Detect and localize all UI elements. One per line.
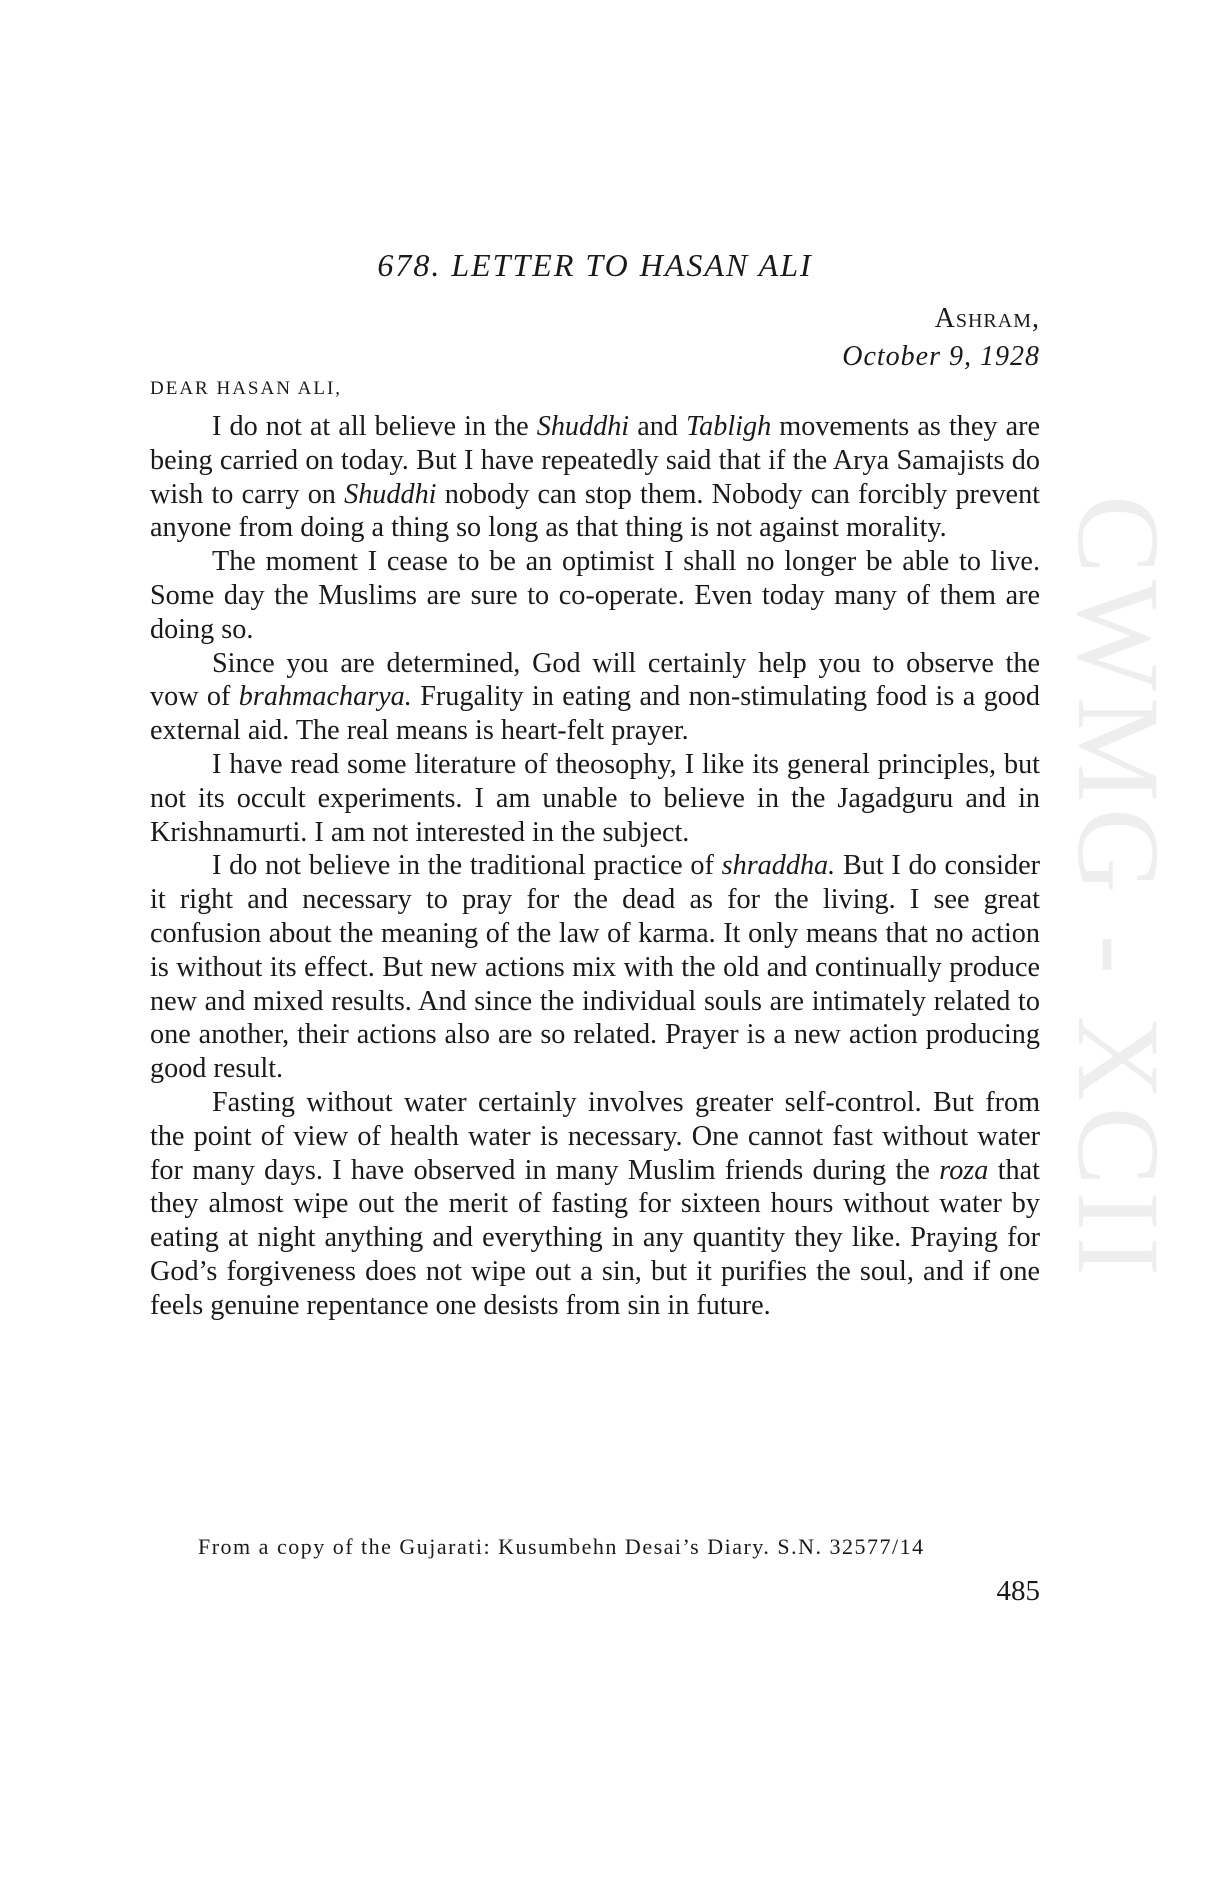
- letter-place: Ashram,: [934, 303, 1040, 334]
- text-run: I do not at all believe in the: [212, 411, 537, 442]
- text-run: Fasting without water certainly involves greater self-control. But from the point of view of health water is necessary. One cannot fast without water for many days. I have observed in many Muslim friends during the: [150, 1086, 1040, 1186]
- italic-term: brahmacharya.: [238, 681, 412, 713]
- letter-date: October 9, 1928: [842, 341, 1040, 372]
- text-run: nobody can stop them. Nobody can forcibly prevent anyone from doing a thing so long as that thing is not against morality.: [150, 478, 1040, 544]
- paragraph: [150, 410, 1040, 545]
- paragraph: [150, 545, 1040, 646]
- paragraph: [150, 849, 1040, 1086]
- paragraph: [150, 1086, 1040, 1323]
- text-run: I do not believe in the traditional practice of: [212, 850, 722, 882]
- italic-term: Tabligh: [686, 411, 772, 442]
- page-number: 485: [996, 1575, 1040, 1607]
- text-run: But I do consider it right and necessary to pray for the dead as for the living. I see great confusion about the meaning of the law of karma. It only means that no action is without its effect. But new actions mix with the old and continually produce new and mixed results. And since the individual souls are intimately related to one another, their actions also are so related. Prayer is a new action producing good result.: [150, 850, 1040, 1085]
- text-run: I have read some literature of theosophy, I like its general principles, but not its occult experiments. I am unable to believe in the Jagadguru and in Krishnamurti. I am not interested in the subject.: [150, 748, 1040, 848]
- text-run: and: [629, 411, 687, 442]
- text-run: Since you are determined, God will certainly help you to observe the vow of: [150, 647, 1040, 713]
- paragraph: [150, 748, 1040, 849]
- italic-term: roza: [939, 1154, 989, 1186]
- italic-term: shraddha.: [721, 850, 836, 882]
- watermark: CWMG - XCII: [1053, 495, 1184, 1283]
- place-date-block: [842, 300, 1040, 376]
- letter-title: 678. LETTER TO HASAN ALI: [377, 247, 813, 283]
- document-page: [150, 0, 1040, 1890]
- italic-term: Shuddhi: [344, 478, 437, 510]
- italic-term: Shuddhi: [536, 411, 630, 442]
- text-run: that they almost wipe out the merit of fasting for sixteen hours without water by eating at night anything and everything in any quantity they like. Praying for God’s forgiveness does not wipe out a sin, but it purifies the soul, and if one feels genuine repentance one desists from sin in future.: [150, 1154, 1040, 1321]
- text-run: The moment I cease to be an optimist I shall no longer be able to live. Some day the Muslims are sure to co-operate. Even today many of them are doing so.: [150, 546, 1040, 645]
- text-run: Frugality in eating and non-stimulating food is a good external aid. The real means is heart-felt prayer.: [150, 681, 1040, 747]
- paragraph: [150, 647, 1040, 748]
- salutation: DEAR HASAN ALI,: [150, 378, 343, 399]
- letter-body: [150, 410, 1040, 1323]
- text-run: movements as they are being carried on today. But I have repeatedly said that if the Arya Samajists do wish to carry on: [150, 411, 1041, 510]
- source-note: From a copy of the Gujarati: Kusumbehn Desai’s Diary. S.N. 32577/14: [198, 1534, 925, 1559]
